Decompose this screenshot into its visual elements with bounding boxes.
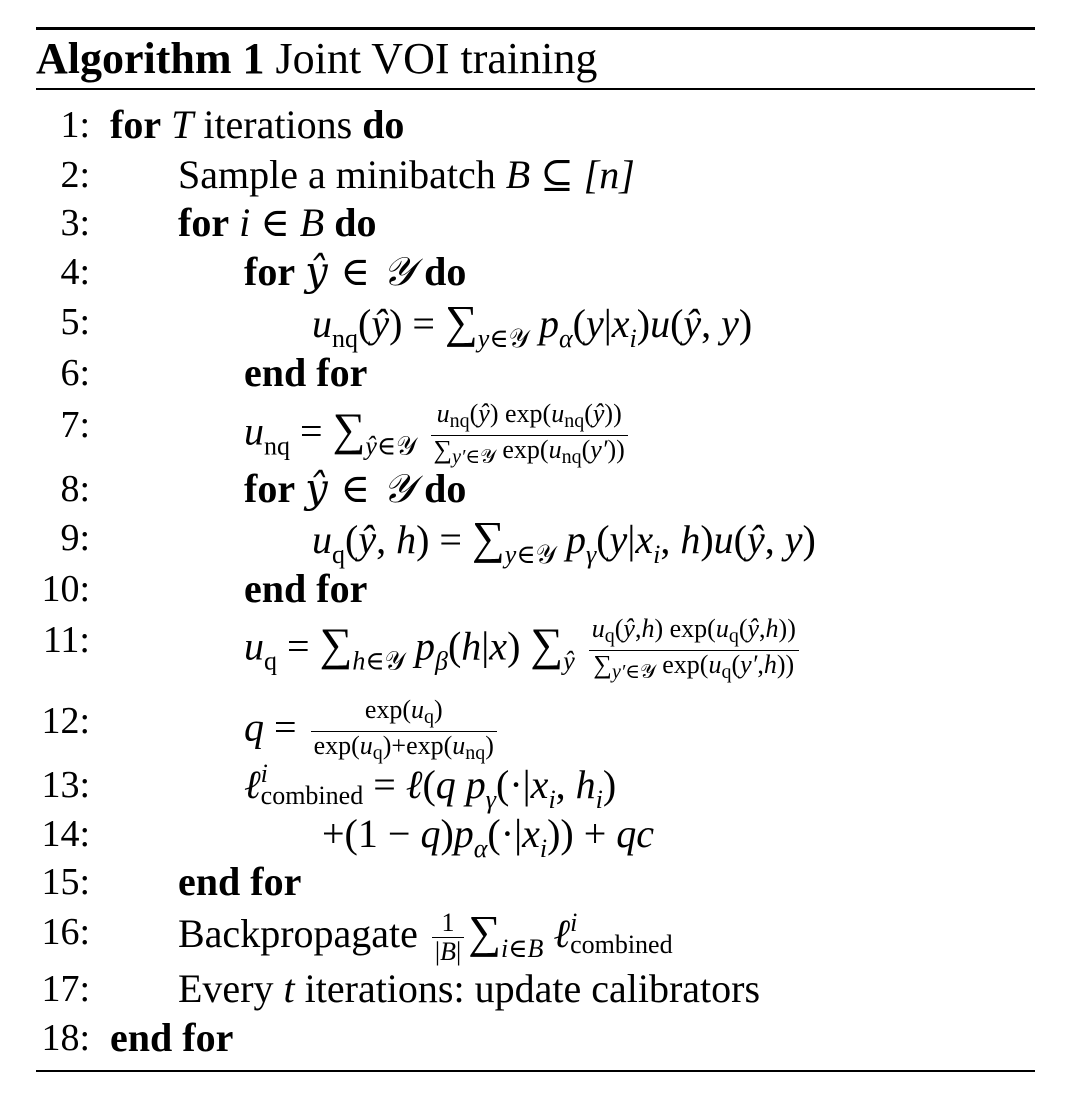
keyword-do: do — [334, 200, 377, 245]
equation-u-nq-yhat: $u_{nq}(ŷ) = \sum_{y\in 𝒴}$ $p_\alpha(y|x_i)u(ŷ$, y) — [312, 296, 753, 353]
algo-line-13 — [0, 759, 1090, 814]
keyword-end-for: end for — [110, 1015, 234, 1060]
equation-u-q-yhat-h: $u_q(ŷ$, $h) = \sum_{y\in 𝒴}$ $p_\gamma(y|x_i$, h)u(ŷ, y) — [312, 512, 816, 569]
algo-line-14 — [0, 809, 1090, 863]
math-loop-var: i ∈ B — [239, 200, 325, 245]
keyword-end-for: end for — [244, 350, 368, 395]
line-number: 17: — [41, 968, 90, 1010]
algo-line-16 — [0, 906, 1090, 967]
equation-loss-combined: ℓ i combined = ℓ(q $p_\gamma(\cdot|x_i$, $h_i$) — [244, 759, 617, 814]
line-number: 9: — [60, 517, 90, 559]
algo-line-10 — [0, 564, 1090, 614]
text-update-calibrators: iterations: update calibrators — [304, 966, 761, 1011]
math-loop-var: ŷ ∈ 𝒴 — [305, 249, 415, 295]
algo-line-8 — [0, 464, 1090, 514]
algo-line-17 — [0, 964, 1090, 1014]
equation-q: q = $\frac{\exp(uq)}{\text{exp(uq)+exp(unq)}}$ — [244, 696, 501, 767]
algo-line-11 — [0, 614, 1090, 683]
algo-line-12 — [0, 695, 1090, 764]
keyword-for: for — [244, 249, 296, 294]
line-number: 15: — [41, 861, 90, 903]
algo-line-5 — [0, 296, 1090, 353]
algo-line-9 — [0, 512, 1090, 569]
text-iterations: iterations — [203, 102, 353, 147]
keyword-end-for: end for — [178, 859, 302, 904]
math-loop-var: ŷ ∈ 𝒴 — [305, 466, 415, 512]
math-T: T — [171, 102, 194, 147]
algo-line-18 — [0, 1013, 1090, 1063]
math-t: t — [283, 966, 295, 1011]
line-number: 12: — [41, 700, 90, 742]
algo-line-7 — [0, 399, 1090, 468]
line-content: Backpropagate $\frac{1}{|B|}$ $\sum_{i\in B}$ ℓ i combined — [178, 906, 673, 967]
line-number: 16: — [41, 911, 90, 953]
keyword-for: for — [178, 200, 230, 245]
algo-line-3 — [0, 198, 1090, 248]
equation-u-q: $u_q = \sum_{h\in 𝒴}$ $p_\beta(h|x)$ $\sum_ŷ$ $\frac{uq(ŷ,h) \exp(uq(ŷ,h))}{\text{∑y′∈𝒴 exp(uq(y′,h))}}$ — [244, 615, 803, 687]
line-content — [178, 964, 760, 1014]
line-number: 3: — [60, 202, 90, 244]
equation-u-nq: $u_{nq} = \sum_{ŷ\in 𝒴}$ $\frac{\text{unq(ŷ) exp(unq(ŷ))}}{\text{∑y′∈𝒴 exp(unq(y′))}}$ — [244, 400, 632, 472]
caption-rule — [36, 88, 1035, 90]
line-number: 11: — [42, 619, 90, 661]
line-number: 18: — [41, 1017, 90, 1059]
algorithm-label: Algorithm 1 — [36, 34, 265, 83]
keyword-for: for — [244, 466, 296, 511]
algorithm-caption — [36, 33, 597, 85]
line-number: 5: — [60, 301, 90, 343]
line-content — [110, 1013, 233, 1063]
text-backpropagate: Backpropagate — [178, 911, 418, 956]
line-number: 7: — [60, 404, 90, 446]
line-content — [244, 564, 367, 614]
equation-loss-continued: $+(1 - q)p_\alpha(\cdot|x_i)$) + qc — [322, 811, 655, 863]
line-number: 14: — [41, 813, 90, 855]
algo-line-1 — [0, 100, 1090, 150]
line-content — [244, 348, 367, 398]
algorithm-title: Joint VOI training — [275, 34, 598, 83]
text-every: Every — [178, 966, 274, 1011]
text-sample: Sample a minibatch — [178, 152, 496, 197]
bottom-rule — [36, 1070, 1035, 1072]
line-content — [110, 100, 404, 150]
line-content — [178, 198, 376, 248]
algo-line-6 — [0, 348, 1090, 398]
keyword-do: do — [424, 466, 467, 511]
top-rule — [36, 27, 1035, 30]
line-number: 4: — [60, 251, 90, 293]
line-number: 1: — [60, 104, 90, 146]
algo-line-2 — [0, 150, 1090, 200]
line-content — [178, 857, 301, 907]
keyword-end-for: end for — [244, 566, 368, 611]
line-number: 10: — [41, 568, 90, 610]
line-content — [178, 150, 635, 200]
algo-line-4 — [0, 247, 1090, 297]
line-content — [244, 247, 466, 297]
line-number: 13: — [41, 764, 90, 806]
line-number: 6: — [60, 352, 90, 394]
keyword-do: do — [424, 249, 467, 294]
line-number: 8: — [60, 468, 90, 510]
line-number: 2: — [60, 154, 90, 196]
keyword-do: do — [362, 102, 405, 147]
keyword-for: for — [110, 102, 162, 147]
line-content — [244, 464, 466, 514]
math-minibatch: B ⊆ [n] — [505, 152, 635, 197]
algo-line-15 — [0, 857, 1090, 907]
